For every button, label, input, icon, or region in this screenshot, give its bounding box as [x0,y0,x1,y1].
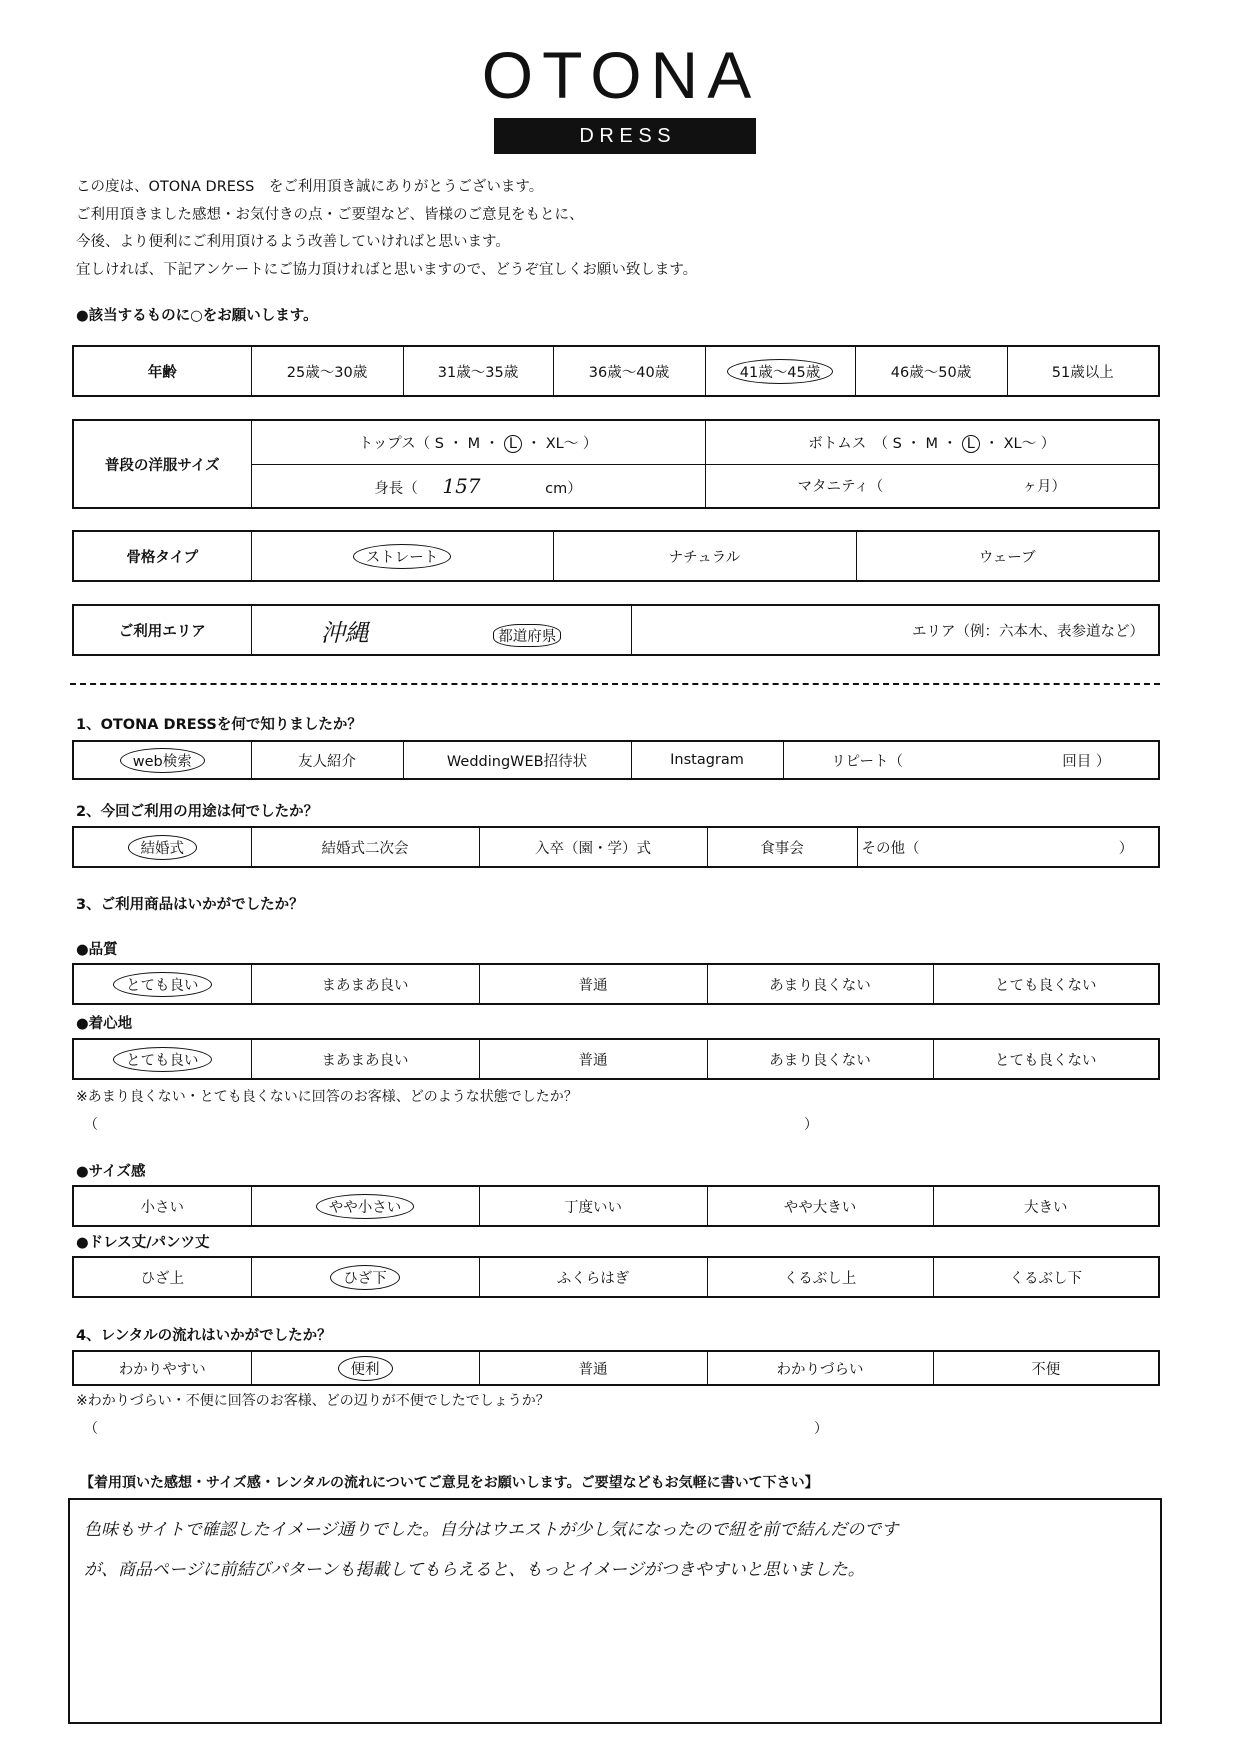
q4-answer-close: ） [814,1421,828,1437]
intro-line: ご利用頂きました感想・お気付きの点・ご要望など、皆様のご意見をもとに、 [76,206,584,223]
comfort-option[interactable]: まあまあ良い [251,1039,479,1079]
q4-option[interactable]: 普通 [479,1351,707,1385]
maternity-field[interactable]: マタニティ（ ヶ月） [705,464,1159,508]
quality-option[interactable]: とても良くない [933,964,1159,1004]
bottoms-size-selected: L [962,435,980,453]
q1-title: 1、OTONA DRESSを何で知りましたか？ [76,717,362,733]
section-divider [70,683,1160,685]
comfort-answer-close: ） [804,1117,818,1133]
body-type-option[interactable]: ウェーブ [856,531,1159,581]
q1-option[interactable]: WeddingWEB招待状 [403,741,631,779]
age-option[interactable]: 51歳以上 [1007,346,1159,396]
q4-title: 4、レンタルの流れはいかがでしたか？ [76,1328,332,1344]
length-table [72,1256,1160,1298]
intro-line: 今後、より便利にご利用頂けるよう改善していければと思います。 [76,234,510,250]
fit-option[interactable]: やや大きい [707,1186,933,1226]
quality-option-selected[interactable]: とても良い [73,964,251,1004]
length-label: ●ドレス丈/パンツ丈 [76,1235,210,1251]
q4-option[interactable]: 不便 [933,1351,1159,1385]
comfort-option[interactable]: 普通 [479,1039,707,1079]
intro-line: この度は、OTONA DRESS をご利用頂き誠にありがとうございます。 [76,179,544,195]
q2-option[interactable]: 入卒（園・学）式 [479,827,707,867]
fit-option[interactable]: 小さい [73,1186,251,1226]
prefecture-value: 沖縄 [320,618,369,647]
quality-option[interactable]: まあまあ良い [251,964,479,1004]
q4-table [72,1350,1160,1386]
area-table [72,604,1160,656]
q2-other[interactable]: その他（ ） [857,827,1159,867]
size-table [72,419,1160,509]
bottoms-size[interactable]: ボトムス （ S ・ M ・ L ・ XL〜 ） [705,420,1159,464]
q1-option[interactable]: 友人紹介 [251,741,403,779]
q4-option-selected[interactable]: 便利 [251,1351,479,1385]
fit-option-selected[interactable]: やや小さい [251,1186,479,1226]
comfort-option[interactable]: あまり良くない [707,1039,933,1079]
logo-subtitle: D R E S S [494,118,756,154]
logo-wordmark: OTONA [481,38,761,112]
q2-option-selected[interactable]: 結婚式 [73,827,251,867]
q2-option[interactable]: 結婚式二次会 [251,827,479,867]
quality-option[interactable]: 普通 [479,964,707,1004]
fit-table [72,1185,1160,1227]
instruction-heading: ●該当するものに○をお願いします。 [76,308,318,324]
comment-line: 色味もサイトで確認したイメージ通りでした。自分はウエストが少し気になったので紐を前で結んだのです [84,1520,899,1540]
fit-option[interactable]: 大きい [933,1186,1159,1226]
age-option[interactable]: 36歳〜40歳 [553,346,705,396]
intro-line: 宜しければ、下記アンケートにご協力頂ければと思いますので、どうぞ宜しくお願い致します。 [76,261,698,278]
area-label: ご利用エリア [73,605,251,655]
length-option[interactable]: くるぶし上 [707,1257,933,1297]
comfort-option[interactable]: とても良くない [933,1039,1159,1079]
height-field[interactable]: 身長（ 157 cm） [251,464,705,508]
length-option[interactable]: ふくらはぎ [479,1257,707,1297]
tops-size[interactable]: トップス（ S ・ M ・ L ・ XL〜 ） [251,420,705,464]
q4-option[interactable]: わかりやすい [73,1351,251,1385]
quality-option[interactable]: あまり良くない [707,964,933,1004]
q4-option[interactable]: わかりづらい [707,1351,933,1385]
age-table [72,345,1160,397]
quality-table [72,963,1160,1005]
body-type-option[interactable]: ナチュラル [553,531,856,581]
q4-note: ※わかりづらい・不便に回答のお客様、どの辺りが不便でしたでしょうか？ [76,1393,550,1409]
body-type-table [72,530,1160,582]
q2-option[interactable]: 食事会 [707,827,857,867]
q4-answer-open: （ [84,1421,98,1437]
q1-repeat[interactable]: リピート（ 回目 ） [783,741,1159,779]
comfort-table [72,1038,1160,1080]
body-type-option-selected[interactable]: ストレート [251,531,553,581]
comment-title: 【着用頂いた感想・サイズ感・レンタルの流れについてご意見をお願いします。ご要望などもお気軽に書いて下さい】 [80,1475,819,1491]
body-type-label: 骨格タイプ [73,531,251,581]
age-option[interactable]: 46歳〜50歳 [855,346,1007,396]
prefecture-field[interactable]: 沖縄 都道府県 [251,605,631,655]
age-option[interactable]: 25歳〜30歳 [251,346,403,396]
height-value: 157 [442,473,481,498]
size-label: 普段の洋服サイズ [73,420,251,508]
q2-title: 2、今回ご利用の用途は何でしたか？ [76,804,319,820]
length-option[interactable]: くるぶし下 [933,1257,1159,1297]
tops-size-selected: L [504,435,522,453]
age-option[interactable]: 31歳〜35歳 [403,346,553,396]
comment-text [84,1510,1144,1590]
q1-option-selected[interactable]: web検索 [73,741,251,779]
length-option[interactable]: ひざ上 [73,1257,251,1297]
comfort-option-selected[interactable]: とても良い [73,1039,251,1079]
length-option-selected[interactable]: ひざ下 [251,1257,479,1297]
fit-option[interactable]: 丁度いい [479,1186,707,1226]
quality-label: ●品質 [76,942,118,958]
q3-title: 3、ご利用商品はいかがでしたか？ [76,897,304,913]
q1-table [72,740,1160,780]
q1-option[interactable]: Instagram [631,741,783,779]
comfort-label: ●着心地 [76,1016,133,1032]
area-field[interactable]: エリア（例：六本木、表参道など） [631,605,1159,655]
age-option-selected[interactable]: 41歳〜45歳 [705,346,855,396]
q2-table [72,826,1160,868]
fit-label: ●サイズ感 [76,1164,146,1180]
comfort-note: ※あまり良くない・とても良くないに回答のお客様、どのような状態でしたか？ [76,1089,578,1105]
comfort-answer-open: （ [84,1117,98,1133]
comment-line: が、商品ページに前結びパターンも掲載してもらえると、もっとイメージがつきやすいと思いました。 [84,1560,865,1580]
intro-text [76,174,697,284]
age-label: 年齢 [73,346,251,396]
